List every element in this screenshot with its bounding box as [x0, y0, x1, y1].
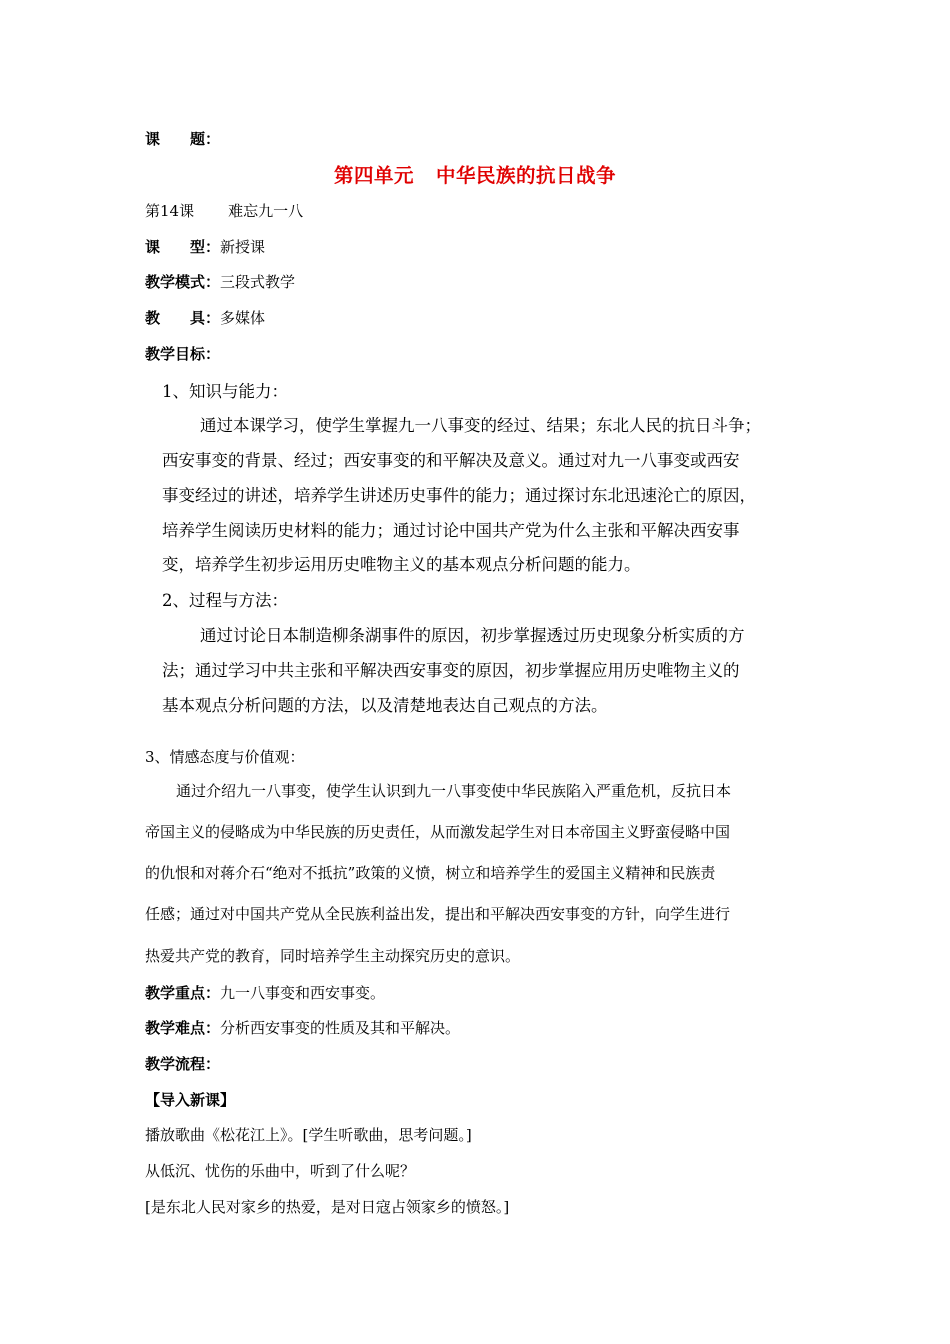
objective-3-line: 通过介绍九一八事变，使学生认识到九一八事变使中华民族陷入严重危机，反抗日本 — [176, 782, 732, 800]
process-label: 教学流程： — [145, 1055, 221, 1073]
meta-value: 多媒体 — [220, 309, 266, 327]
objective-1-line: 事变经过的讲述，培养学生讲述历史事件的能力；通过探讨东北迅速沦亡的原因， — [162, 486, 756, 505]
lesson-name: 难忘九一八 — [228, 202, 304, 220]
meta-label: 课 型 — [145, 238, 206, 256]
process-line: 播放歌曲《松花江上》。[学生听歌曲，思考问题。] — [145, 1126, 472, 1144]
unit-number: 第四单元 — [333, 164, 414, 187]
objective-3-line: 任感；通过对中国共产党从全民族利益出发，提出和平解决西安事变的方针，向学生进行 — [145, 905, 731, 923]
objective-1-line: 培养学生阅读历史材料的能力；通过讨论中国共产党为什么主张和平解决西安事 — [162, 521, 740, 540]
objective-3-line: 的仇恨和对蒋介石“绝对不抵抗”政策的义愤，树立和培养学生的爱国主义精神和民族责 — [145, 864, 716, 882]
process-line: 从低沉、忧伤的乐曲中，听到了什么呢？ — [145, 1162, 416, 1180]
focus-label: 教学重点 — [145, 984, 206, 1002]
objective-1-heading: 1、知识与能力： — [162, 382, 288, 401]
objective-2-line: 通过讨论日本制造柳条湖事件的原因，初步掌握透过历史现象分析实质的方 — [200, 626, 745, 645]
difficulty-value: 分析西安事变的性质及其和平解决。 — [220, 1019, 461, 1037]
objective-3-line: 帝国主义的侵略成为中华民族的历史责任，从而激发起学生对日本帝国主义野蛮侵略中国 — [145, 823, 731, 841]
meta-value: 新授课 — [220, 238, 266, 256]
meta-label: 教 具 — [145, 309, 206, 327]
focus-value: 九一八事变和西安事变。 — [220, 984, 386, 1002]
topic-label: 课 题： — [145, 130, 221, 148]
meta-value: 三段式教学 — [220, 273, 296, 291]
lesson-number: 第14课 — [145, 202, 195, 220]
objective-1-line: 西安事变的背景、经过；西安事变的和平解决及意义。通过对九一八事变或西安 — [162, 451, 740, 470]
objectives-label: 教学目标： — [145, 345, 221, 363]
meta-tools: 教 具：多媒体 — [145, 309, 266, 327]
process-line: [是东北人民对家乡的热爱，是对日寇占领家乡的愤怒。] — [145, 1198, 510, 1216]
meta-label: 教学模式 — [145, 273, 206, 291]
objective-3-heading: 3、情感态度与价值观： — [145, 748, 305, 766]
unit-name: 中华民族的抗日战争 — [436, 164, 617, 187]
objective-2-line: 基本观点分析问题的方法，以及清楚地表达自己观点的方法。 — [162, 696, 608, 715]
objective-1-line: 通过本课学习，使学生掌握九一八事变的经过、结果；东北人民的抗日斗争； — [200, 416, 761, 435]
meta-mode: 教学模式：三段式教学 — [145, 273, 296, 291]
objective-2-heading: 2、过程与方法： — [162, 591, 288, 610]
difficulty-label: 教学难点 — [145, 1019, 206, 1037]
objective-2-line: 法；通过学习中共主张和平解决西安事变的原因，初步掌握应用历史唯物主义的 — [162, 661, 740, 680]
teaching-focus: 教学重点：九一八事变和西安事变。 — [145, 984, 386, 1002]
unit-title — [0, 160, 950, 188]
lesson-line — [145, 200, 303, 221]
intro-heading: 【导入新课】 — [145, 1091, 236, 1109]
teaching-difficulty: 教学难点：分析西安事变的性质及其和平解决。 — [145, 1019, 461, 1037]
objective-3-line: 热爱共产党的教育，同时培养学生主动探究历史的意识。 — [145, 947, 521, 965]
objective-1-line: 变，培养学生初步运用历史唯物主义的基本观点分析问题的能力。 — [162, 555, 641, 574]
meta-type: 课 型：新授课 — [145, 238, 266, 256]
